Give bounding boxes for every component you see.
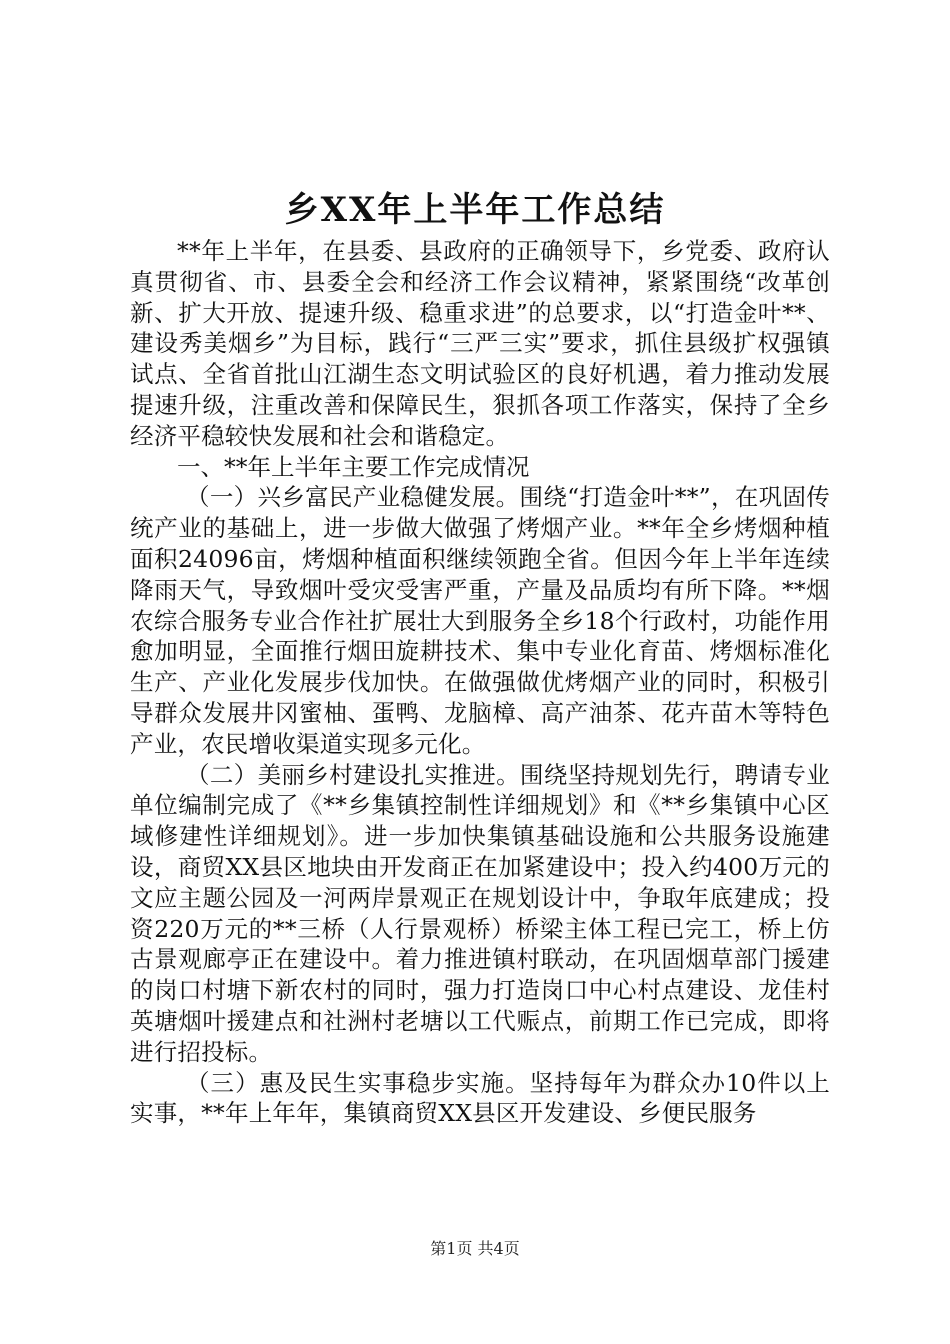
document-title: 乡XX年上半年工作总结 <box>284 190 666 230</box>
intro-paragraph: **年上半年，在县委、县政府的正确领导下，乡党委、政府认真贯彻省、市、县委全会和经济工作会议精神，紧紧围绕“改革创新、扩大开放、提速升级、稳重求进”的总要求，以“打造金叶**、建设秀美烟乡”为目标，践行“三严三实”要求，抓住县级扩权强镇试点、全省首批山江湖生态文明试验区的良好机遇，着力推动发展提速升级，注重改善和保障民生，狠抓各项工作落实，保持了全乡经济平稳较快发展和社会和谐稳定。 <box>130 237 830 450</box>
page-footer: 第1页 共4页 <box>430 1239 520 1258</box>
subsection-paragraph-1: （一）兴乡富民产业稳健发展。围绕“打造金叶**”，在巩固传统产业的基础上，进一步做大做强了烤烟产业。**年全乡烤烟种植面积24096亩，烤烟种植面积继续领跑全省。但因今年上半年连续降雨天气，导致烟叶受灾受害严重，产量及品质均有所下降。**烟农综合服务专业合作社扩展壮大到服务全乡18个行政村，功能作用愈加明显，全面推行烟田旋耕技术、集中专业化育苗、烤烟标准化生产、产业化发展步伐加快。在做强做优烤烟产业的同时，积极引导群众发展井冈蜜柚、蛋鸭、龙脑樟、高产油茶、花卉苗木等特色产业，农民增收渠道实现多元化。 <box>130 483 830 758</box>
section-heading: 一、**年上半年主要工作完成情况 <box>177 452 530 481</box>
subsection-paragraph-2: （二）美丽乡村建设扎实推进。围绕坚持规划先行，聘请专业单位编制完成了《**乡集镇控制性详细规划》和《**乡集镇中心区域修建性详细规划》。进一步加快集镇基础设施和公共服务设施建设，商贸XX县区地块由开发商正在加紧建设中；投入约400万元的文应主题公园及一河两岸景观正在规划设计中，争取年底建成；投资220万元的**三桥（人行景观桥）桥梁主体工程已完工，桥上仿古景观廊亭正在建设中。着力推进镇村联动，在巩固烟草部门援建的岗口村塘下新农村的同时，强力打造岗口中心村点建设、龙佳村英塘烟叶援建点和社洲村老塘以工代赈点，前期工作已完成，即将进行招投标。 <box>130 760 830 1066</box>
document-body <box>130 236 830 1129</box>
subsection-paragraph-3: （三）惠及民生实事稳步实施。坚持每年为群众办10件以上实事，**年上年年，集镇商贸XX县区开发建设、乡便民服务 <box>130 1068 830 1128</box>
